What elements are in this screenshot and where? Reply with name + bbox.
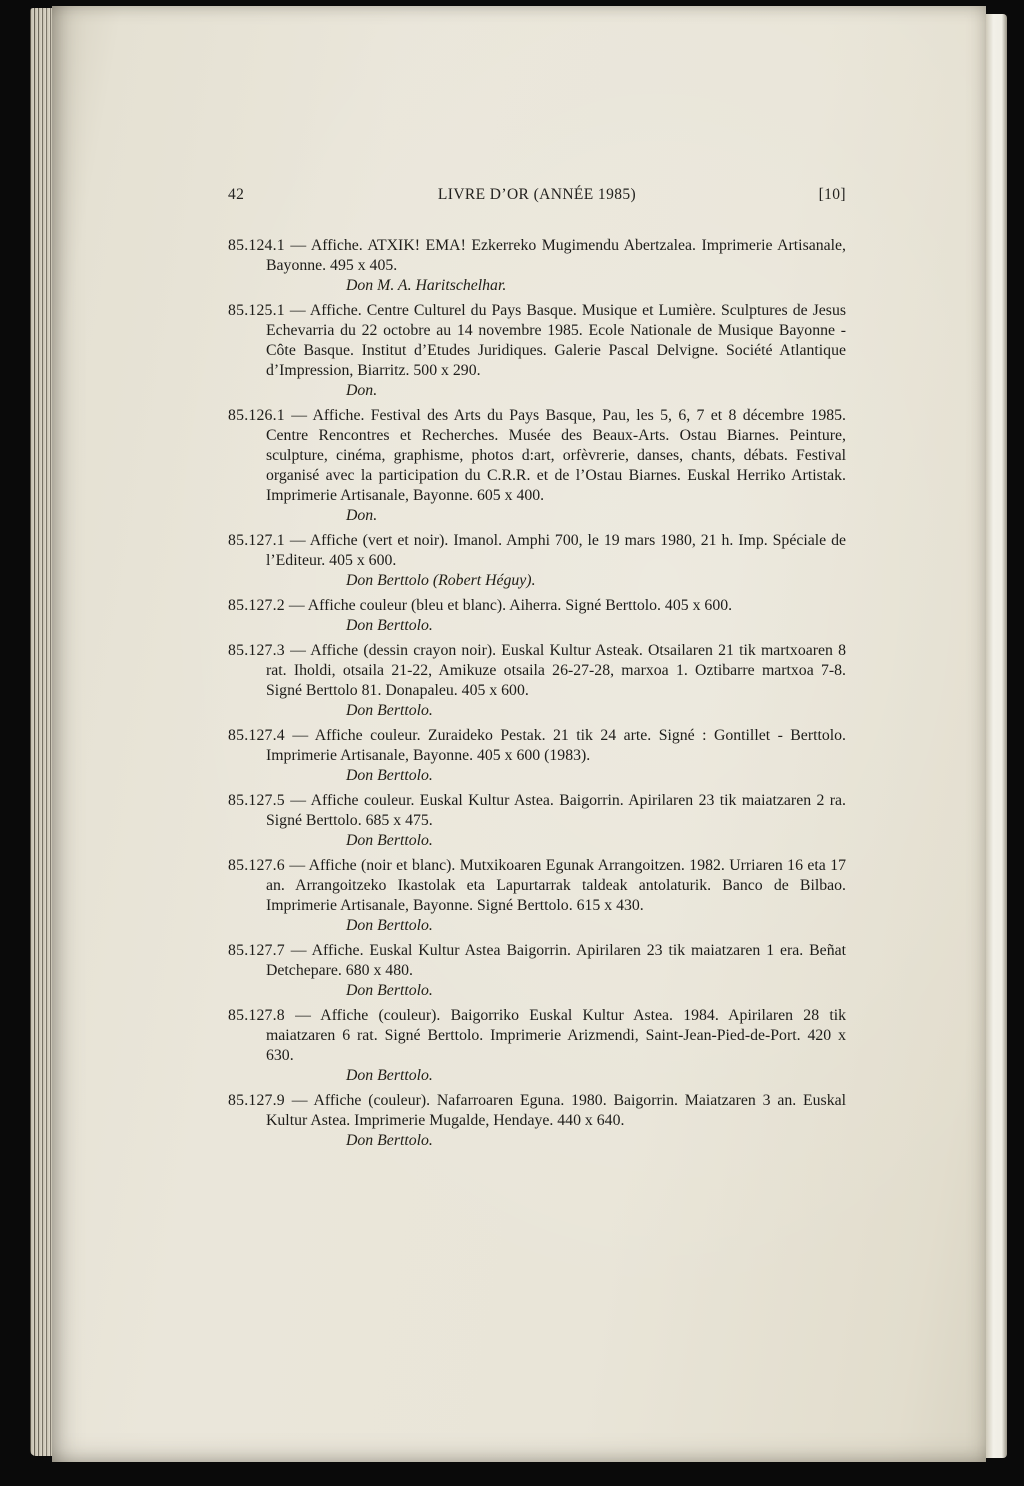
donor-line: Don.	[346, 382, 378, 399]
catalog-entry	[228, 941, 846, 1001]
catalog-entry	[228, 531, 846, 591]
entry-body-text: — Affiche. Festival des Arts du Pays Basque, Pau, les 5, 6, 7 et 8 décembre 1985. Centre Rencontres et Recherches. Musée des Beaux-Arts. Ostau Biarnes. Peinture, sculpture, cinéma, graphisme, photos d:art, orfèvrerie, danses, chants, débats. Festival organisé avec la participation du C.R.R. et de l’Ostau Biarnes. Euskal Herriko Artistak. Imprimerie Artisanale, Bayonne. 605 x 400.	[266, 407, 846, 504]
entry-number: 85.125.1	[228, 302, 285, 319]
entry-description	[228, 406, 846, 506]
entry-body-text: — Affiche (couleur). Nafarroaren Eguna. 1980. Baigorrin. Maiatzaren 3 an. Euskal Kultur Astea. Imprimerie Mugalde, Hendaye. 440 x 640.	[266, 1092, 847, 1129]
entry-number: 85.127.8	[228, 1007, 285, 1024]
entry-description	[228, 856, 846, 916]
catalog-entries	[228, 236, 846, 1151]
entry-number: 85.127.6	[228, 857, 285, 874]
catalog-entry	[228, 1006, 846, 1086]
catalog-entry	[228, 856, 846, 936]
entry-description	[228, 941, 846, 981]
donor-line: Don Berttolo.	[346, 917, 433, 934]
running-head	[228, 186, 846, 204]
running-title: LIVRE D’OR (ANNÉE 1985)	[437, 186, 637, 203]
entry-number: 85.127.2	[228, 597, 285, 614]
donor-line: Don Berttolo.	[346, 1132, 433, 1149]
entry-body-text: — Affiche (vert et noir). Imanol. Amphi 700, le 19 mars 1980, 21 h. Imp. Spéciale de l’Editeur. 405 x 600.	[266, 532, 846, 569]
entry-body-text: — Affiche couleur. Euskal Kultur Astea. Baigorrin. Apirilaren 23 tik maiatzaren 2 ra. Signé Berttolo. 685 x 475.	[266, 792, 847, 829]
catalog-entry	[228, 406, 846, 526]
entry-body-text: — Affiche. Euskal Kultur Astea Baigorrin. Apirilaren 23 tik maiatzaren 1 era. Beñat Detchepare. 680 x 480.	[266, 942, 846, 979]
entry-number: 85.127.3	[228, 642, 285, 659]
catalog-entry	[228, 791, 846, 851]
donor-line: Don Berttolo.	[346, 832, 433, 849]
entry-description	[228, 1091, 846, 1131]
donor-line: Don Berttolo (Robert Héguy).	[346, 572, 536, 589]
donor-line: Don Berttolo.	[346, 1067, 433, 1084]
entry-number: 85.127.9	[228, 1092, 285, 1109]
donor-line: Don Berttolo.	[346, 767, 433, 784]
folio-number: [10]	[818, 186, 846, 203]
entry-number: 85.124.1	[228, 237, 285, 254]
page-content	[228, 186, 846, 1156]
donor-line: Don Berttolo.	[346, 982, 433, 999]
entry-number: 85.127.7	[228, 942, 285, 959]
donor-line: Don Berttolo.	[346, 702, 433, 719]
entry-body-text: — Affiche (dessin crayon noir). Euskal Kultur Asteak. Otsailaren 21 tik martxoaren 8 rat. Iholdi, otsaila 21-22, Amikuze otsaila 26-27-28, marxoa 1. Oztibarre martxoa 7-8. Signé Berttolo 81. Donapaleu. 405 x 600.	[266, 642, 846, 699]
entry-body-text: — Affiche couleur (bleu et blanc). Aiherra. Signé Berttolo. 405 x 600.	[288, 597, 733, 614]
entry-description	[228, 596, 846, 616]
entry-number: 85.127.1	[228, 532, 285, 549]
entry-description	[228, 641, 846, 701]
entry-body-text: — Affiche. ATXIK! EMA! Ezkerreko Mugimendu Abertzalea. Imprimerie Artisanale, Bayonne. 495 x 405.	[266, 237, 846, 274]
catalog-entry	[228, 236, 846, 296]
entry-body-text: — Affiche couleur. Zuraideko Pestak. 21 tik 24 arte. Signé : Gontillet - Berttolo. Imprimerie Artisanale, Bayonne. 405 x 600 (1983).	[266, 727, 846, 764]
donor-line: Don.	[346, 507, 378, 524]
entry-description	[228, 1006, 846, 1066]
entry-description	[228, 531, 846, 571]
catalog-entry	[228, 1091, 846, 1151]
book-page	[52, 6, 986, 1462]
catalog-entry	[228, 596, 846, 636]
entry-description	[228, 236, 846, 276]
donor-line: Don Berttolo.	[346, 617, 433, 634]
page-number: 42	[228, 186, 245, 203]
catalog-entry	[228, 726, 846, 786]
entry-description	[228, 726, 846, 766]
entry-body-text: — Affiche. Centre Culturel du Pays Basque. Musique et Lumière. Sculptures de Jesus Echevarria du 22 octobre au 14 novembre 1985. Ecole Nationale de Musique Bayonne - Côte Basque. Institut d’Etudes Juridiques. Galerie Pascal Delvigne. Société Atlantique d’Impression, Biarritz. 500 x 290.	[266, 302, 846, 379]
entry-description	[228, 301, 846, 381]
entry-body-text: — Affiche (couleur). Baigorriko Euskal Kultur Astea. 1984. Apirilaren 28 tik maiatzaren 6 rat. Signé Berttolo. Imprimerie Arizmendi, Saint-Jean-Pied-de-Port. 420 x 630.	[266, 1007, 847, 1064]
donor-line: Don M. A. Haritschelhar.	[346, 277, 507, 294]
entry-number: 85.127.4	[228, 727, 285, 744]
next-page-edge	[986, 14, 1007, 1458]
entry-number: 85.126.1	[228, 407, 285, 424]
entry-number: 85.127.5	[228, 792, 285, 809]
catalog-entry	[228, 301, 846, 401]
entry-body-text: — Affiche (noir et blanc). Mutxikoaren Egunak Arrangoitzen. 1982. Urriaren 16 eta 17 an. Arrangoitzeko Ikastolak eta Lapurtarrak taldeak antolaturik. Banco de Bilbao. Imprimerie Artisanale, Bayonne. Signé Berttolo. 615 x 430.	[266, 857, 847, 914]
catalog-entry	[228, 641, 846, 721]
entry-description	[228, 791, 846, 831]
